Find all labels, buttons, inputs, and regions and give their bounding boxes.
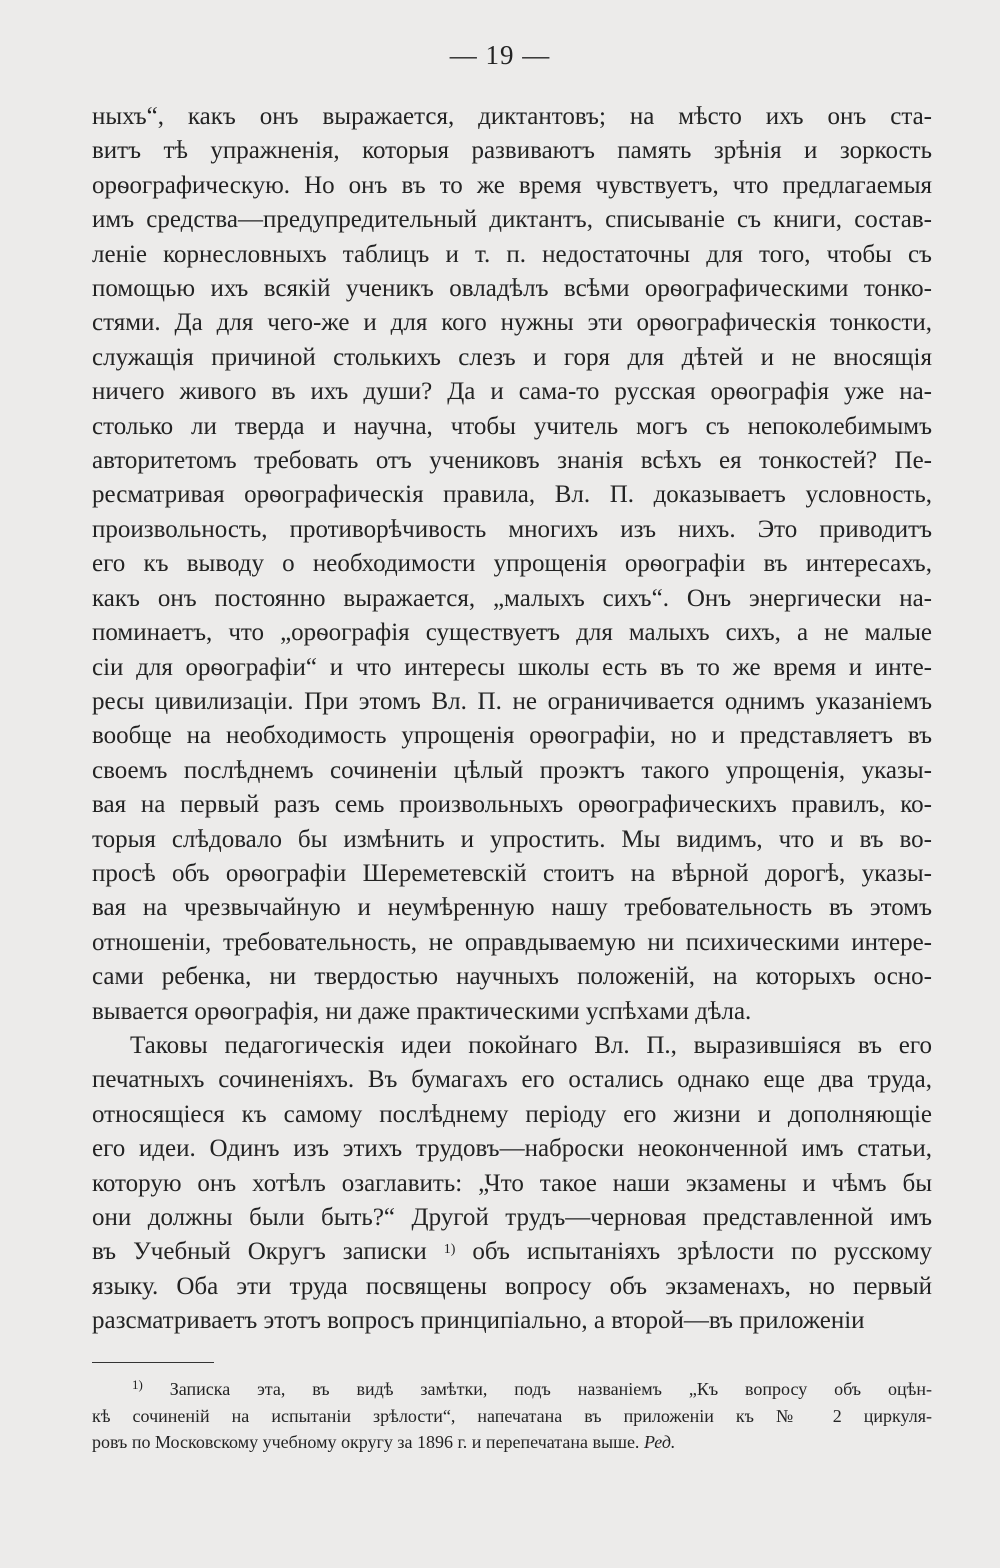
footnote-mark: 1) <box>132 1377 143 1392</box>
text-line: его идеи. Одинъ изъ этихъ трудовъ—наброски неоконченной имъ статьи, <box>92 1135 932 1163</box>
text-line: отношеніи, требовательность, не оправдываемую ни психическими интере- <box>92 928 932 956</box>
text-line-part: въ Учебный Округъ записки <box>92 1238 427 1266</box>
text-line: относящіеся къ самому послѣднему періоду его жизни и дополняющіе <box>92 1100 932 1128</box>
text-line: имъ средства—предупредительный диктантъ, списываніе съ книги, состав- <box>92 206 932 234</box>
footnote-line: кѣ сочиненій на испытаніи зрѣлости“, напечатана въ приложеніи къ № 2 циркуля- <box>92 1405 932 1426</box>
page-number: — 19 — <box>449 40 551 70</box>
text-line: поминаетъ, что „орѳографія существуетъ для малыхъ сихъ, а не малые <box>92 619 932 647</box>
text-line: вая на первый разъ семь произвольныхъ орѳографическихъ правилъ, ко- <box>92 791 932 819</box>
text-line: служащія причиной столькихъ слезъ и горя для дѣтей и не вносящія <box>92 343 932 371</box>
text-line: авторитетомъ требовать отъ учениковъ знанія всѣхъ ея тонкостей? Пе- <box>92 447 932 475</box>
footnote-divider <box>92 1362 214 1363</box>
text-line: ресы цивилизаціи. При этомъ Вл. П. не ограничивается однимъ указаніемъ <box>92 687 932 715</box>
text-line-part: объ испытаніяхъ зрѣлости по русскому <box>472 1238 933 1266</box>
paragraph-2 <box>92 1029 932 1339</box>
paragraph-1 <box>92 100 932 1029</box>
main-text <box>92 100 932 1339</box>
text-line: которую онъ хотѣлъ озаглавить: „Что такое наши экзамены и чѣмъ бы <box>92 1169 932 1197</box>
text-line: разсматриваетъ этотъ вопросъ принципіально, а второй—въ приложеніи <box>92 1307 865 1335</box>
text-line: вывается орѳографія, ни даже практическими успѣхами дѣла. <box>92 997 752 1025</box>
text-line: помощью ихъ всякій ученикъ овладѣлъ всѣми орѳографическими тонко- <box>92 275 932 303</box>
text-line: своемъ послѣднемъ сочиненіи цѣлый проэктъ такого упрощенія, указы- <box>92 756 932 784</box>
text-line: орѳографическую. Но онъ въ то же время чувствуетъ, что предлагаемыя <box>92 171 932 199</box>
text-line: языку. Оба эти труда посвящены вопросу объ экзаменахъ, но первый <box>92 1272 932 1300</box>
text-line: стями. Да для чего-же и для кого нужны эти орѳографическія тонкости, <box>92 309 932 337</box>
footnote-line <box>92 1429 932 1456</box>
text-line <box>92 1235 932 1269</box>
text-line: столько ли тверда и научна, чтобы учитель могъ съ непоколебимымъ <box>92 412 932 440</box>
text-line: вообще на необходимость упрощенія орѳографіи, но и представляетъ въ <box>92 722 932 750</box>
text-line: его къ выводу о необходимости упрощенія орѳографіи въ интересахъ, <box>92 550 932 578</box>
text-line: Таковы педагогическія идеи покойнаго Вл. П., выразившіяся въ его <box>130 1031 932 1059</box>
text-line: торыя слѣдовало бы измѣнить и упростить. Мы видимъ, что и въ во- <box>92 825 932 853</box>
text-line: просѣ объ орѳографіи Шереметевскій стоитъ на вѣрной дорогѣ, указы- <box>92 859 932 887</box>
text-line: леніе корнесловныхъ таблицъ и т. п. недостаточны для того, чтобы съ <box>92 240 932 268</box>
text-line: витъ тѣ упражненія, которыя развиваютъ память зрѣнія и зоркость <box>92 137 932 165</box>
text-line: ныхъ“, какъ онъ выражается, диктантовъ; на мѣсто ихъ онъ ста- <box>92 103 932 130</box>
footnote-reference: 1) <box>443 1242 456 1258</box>
footnote <box>92 1376 932 1456</box>
footnote-line <box>92 1376 932 1403</box>
text-line: они должны были быть?“ Другой трудъ—черновая представленной имъ <box>92 1204 932 1231</box>
text-line: ресматривая орѳографическія правила, Вл. П. доказываетъ условность, <box>92 481 932 509</box>
text-line: печатныхъ сочиненіяхъ. Въ бумагахъ его остались однако еще два труда, <box>92 1066 932 1094</box>
text-line: произвольность, противорѣчивость многихъ изъ нихъ. Это приводитъ <box>92 515 932 543</box>
text-line: вая на чрезвычайную и неумѣренную нашу требовательность въ этомъ <box>92 894 932 922</box>
footnote-line-text: Записка эта, въ видѣ замѣтки, подъ названіемъ „Къ вопросу объ оцѣн- <box>169 1379 933 1399</box>
footnote-signature: Ред. <box>643 1432 676 1452</box>
text-line: ничего живого въ ихъ души? Да и сама-то русская орѳографія уже на- <box>92 378 932 406</box>
text-line: какъ онъ постоянно выражается, „малыхъ сихъ“. Онъ энергически на- <box>92 584 932 612</box>
footnote-line-text: ровъ по Московскому учебному округу за 1896 г. и перепечатана выше. <box>92 1432 640 1452</box>
text-line: сами ребенка, ни твердостью научныхъ положеній, на которыхъ осно- <box>92 963 932 991</box>
text-line: сіи для орѳографіи“ и что интересы школы есть въ то же время и инте- <box>92 653 932 681</box>
